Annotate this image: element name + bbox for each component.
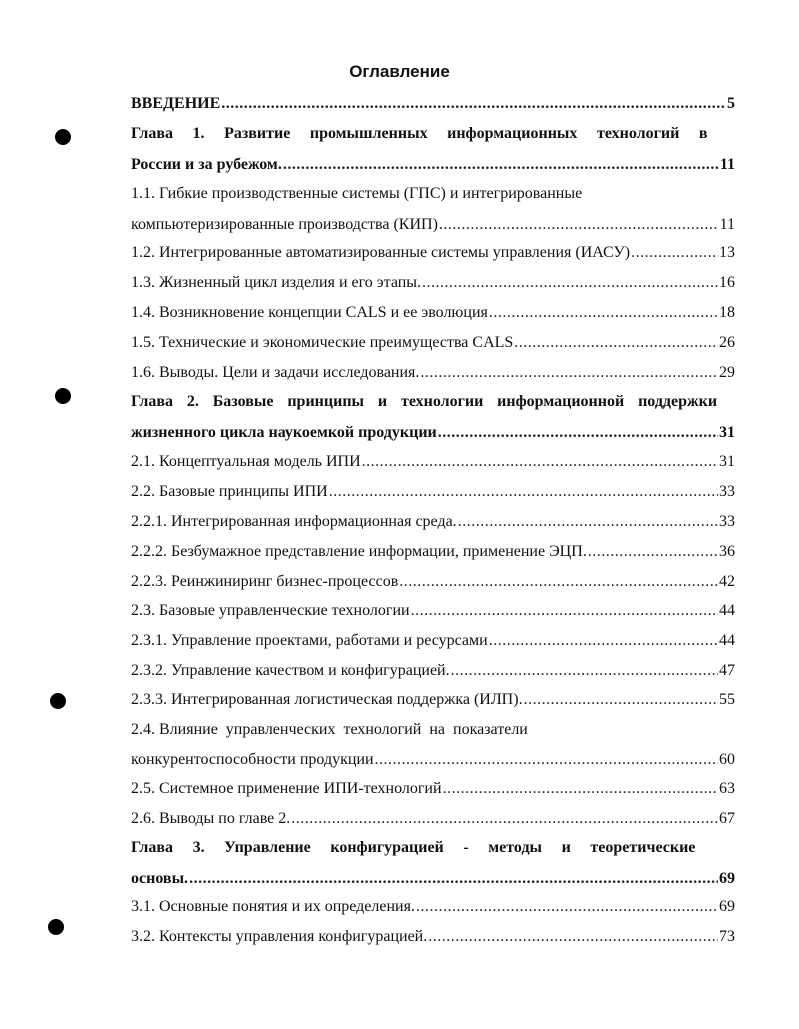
punch-hole-mark [50,693,66,709]
punch-hole-mark [48,919,64,935]
toc-entry-title: 2.2.2. Безбумажное представление информации, применение ЭЦП. [131,543,587,560]
toc-entry-title-line1: Глава 2. Базовые принципы и технологии информационной поддержки [131,393,718,410]
toc-entry-page: 31 [719,424,735,441]
toc-entry-title: 3.1. Основные понятия и их определения. [131,898,415,915]
toc-entry-page: 26 [719,334,735,351]
page-title: Оглавление [349,62,450,81]
toc-entry-1-3[interactable] [131,273,735,293]
toc-entry-page: 55 [719,691,735,708]
toc-entry-title-line2: России и за рубежом. [131,156,282,173]
punch-hole-mark [55,388,71,404]
toc-entry-page: 73 [719,928,735,945]
toc-entry-page: 33 [719,513,735,530]
toc-entry-page: 13 [719,244,735,261]
toc-entry-intro[interactable] [131,94,735,114]
toc-entry-page: 16 [719,274,735,291]
toc-entry-2-5[interactable] [131,779,735,799]
toc-entry-page: 33 [719,483,735,500]
toc-entry-page: 11 [719,216,735,233]
toc-entry-title: 1.6. Выводы. Цели и задачи исследования. [131,364,420,381]
toc-entry-page: 63 [719,780,735,797]
toc-entry-3-1[interactable] [131,897,735,917]
toc-entry-title: 2.3.1. Управление проектами, работами и ресурсами [131,632,488,649]
toc-entry-title: 3.2. Контексты управления конфигурацией. [131,928,428,945]
toc-entry-page: 5 [727,95,735,112]
toc-entry-2-2-1[interactable] [131,512,735,532]
toc-entry-page: 44 [719,632,735,649]
toc-entry-2-2-3[interactable] [131,572,735,592]
toc-entry-page: 29 [719,364,735,381]
toc-entry-1-2[interactable] [131,243,735,263]
toc-entry-page: 60 [719,751,735,768]
toc-entry-page: 36 [719,543,735,560]
toc-entry-2-2-2[interactable] [131,542,735,562]
toc-entry-3-2[interactable] [131,927,735,947]
toc-entry-1-6[interactable] [131,363,735,383]
toc-entry-title: 2.3.3. Интегрированная логистическая поддержка (ИЛП). [131,691,523,708]
toc-entry-title-line1: 2.4. Влияние управленческих технологий на показатели [131,721,528,738]
toc-entry-2-3-1[interactable] [131,631,735,651]
toc-entry-title-line2: жизненного цикла наукоемкой продукции [131,424,437,441]
toc-entry-title: 2.2.3. Реинжиниринг бизнес-процессов [131,573,399,590]
toc-entry-2-3[interactable] [131,601,735,621]
toc-entry-page: 11 [719,156,735,173]
toc-entry-title: 1.3. Жизненный цикл изделия и его этапы. [131,274,422,291]
toc-entry-page: 69 [719,870,735,887]
toc-entry-1-5[interactable] [131,333,735,353]
toc-entry-page: 31 [719,453,735,470]
toc-entry-page: 44 [719,602,735,619]
toc-entry-2-4[interactable] [131,720,735,770]
toc-entry-2-3-2[interactable] [131,661,735,681]
toc-entry-page: 18 [719,304,735,321]
toc-entry-title: ВВЕДЕНИЕ [131,95,221,112]
toc-entry-page: 47 [719,662,735,679]
toc-entry-title-line1: Глава 1. Развитие промышленных информационных технологий в [131,125,708,142]
toc-entry-title-line1: Глава 3. Управление конфигурацией - методы и теоретические [131,839,696,856]
toc-entry-1-1[interactable] [131,184,735,235]
toc-entry-title: 2.3. Базовые управленческие технологии [131,602,410,619]
toc-entry-title: 2.3.2. Управление качеством и конфигурацией. [131,662,450,679]
toc-entry-title: 2.2. Базовые принципы ИПИ [131,483,328,500]
toc-entry-2-2[interactable] [131,482,735,502]
toc-entry-title-line2: основы. [131,870,189,887]
toc-entry-title: 1.2. Интегрированные автоматизированные системы управления (ИАСУ) [131,244,631,261]
toc-entry-title: 1.4. Возникновение концепции CALS и ее эволюция [131,304,488,321]
toc-entry-title: 2.1. Концептуальная модель ИПИ [131,453,361,470]
toc-entry-page: 69 [719,898,735,915]
toc-entry-title: 1.5. Технические и экономические преимущества CALS [131,334,514,351]
toc-entry-page: 42 [719,573,735,590]
toc-entry-title: 2.6. Выводы по главе 2. [131,810,291,827]
toc-entry-2-6[interactable] [131,809,735,829]
toc-entry-chapter-2[interactable] [131,392,735,443]
toc-entry-chapter-1[interactable] [131,124,735,175]
toc-entry-2-3-3[interactable] [131,690,735,710]
toc-entry-title-line1: 1.1. Гибкие производственные системы (ГПС) и интегрированные [131,185,583,202]
toc-entry-title-line2: компьютеризированные производства (КИП) [131,216,438,233]
toc-entry-title-line2: конкурентоспособности продукции [131,751,374,768]
punch-hole-mark [55,129,71,145]
toc-entry-title: 2.2.1. Интегрированная информационная среда. [131,513,457,530]
toc-entry-title: 2.5. Системное применение ИПИ-технологий [131,780,442,797]
toc-entry-page: 67 [719,810,735,827]
toc-entry-2-1[interactable] [131,452,735,472]
toc-entry-1-4[interactable] [131,303,735,323]
toc-entry-chapter-3[interactable] [131,838,735,889]
